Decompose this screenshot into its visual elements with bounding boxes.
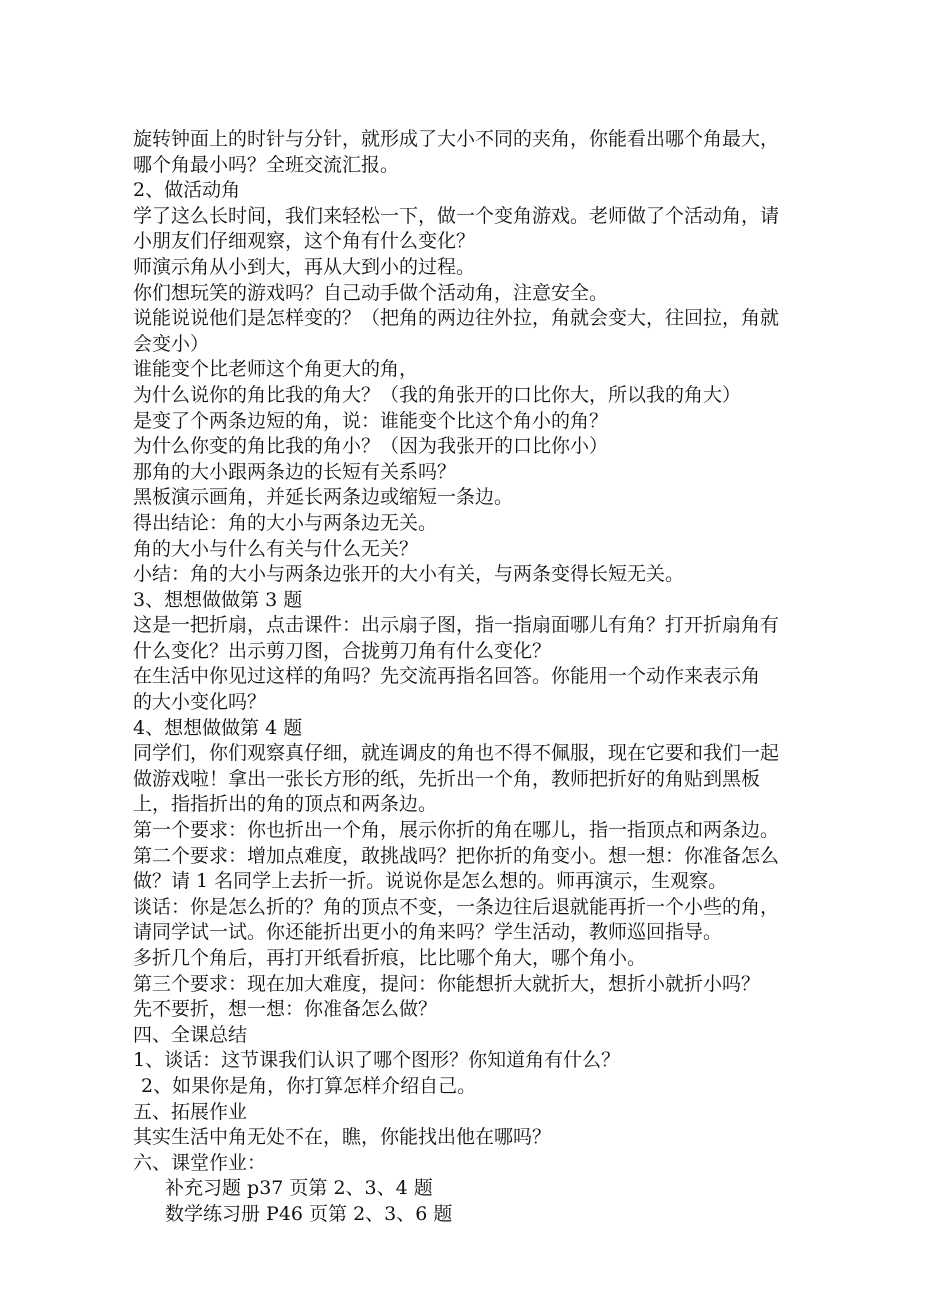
document-line: 角的大小与什么有关与什么无关？ (133, 537, 419, 560)
document-line: 在生活中你见过这样的角吗？先交流再指名回答。你能用一个动作来表示角 (133, 665, 761, 688)
document-line: 2、做活动角 (133, 179, 241, 202)
document-line: 为什么说你的角比我的角大？（我的角张开的口比你大，所以我的角大） (133, 383, 742, 406)
document-line: 其实生活中角无处不在，瞧，你能找出他在哪吗？ (133, 1126, 552, 1149)
document-line: 上，指指折出的角的顶点和两条边。 (133, 793, 438, 816)
document-line: 为什么你变的角比我的角小？（因为我张开的口比你小） (133, 435, 609, 458)
document-line: 请同学试一试。你还能折出更小的角来吗？学生活动，教师巡回指导。 (133, 921, 723, 944)
document-line: 旋转钟面上的时针与分针，就形成了大小不同的夹角，你能看出哪个角最大， (133, 128, 780, 150)
document-line: 3、想想做做第 3 题 (133, 588, 303, 611)
document-line: 黑板演示画角，并延长两条边或缩短一条边。 (133, 486, 514, 509)
document-line: 是变了个两条边短的角，说：谁能变个比这个角小的角？ (133, 409, 609, 432)
document-line: 那角的大小跟两条边的长短有关系吗？ (133, 460, 457, 483)
document-line: 4、想想做做第 4 题 (133, 716, 303, 739)
document-line: 第二个要求：增加点难度，敢挑战吗？把你折的角变小。想一想：你准备怎么 (133, 844, 780, 867)
document-line: 什么变化？出示剪刀图，合拢剪刀角有什么变化？ (133, 639, 552, 662)
document-line: 四、全课总结 (133, 1023, 248, 1046)
document-line: 同学们，你们观察真仔细，就连调皮的角也不得不佩服，现在它要和我们一起 (133, 742, 780, 765)
document-line: 小结：角的大小与两条边张开的大小有关，与两条变得长短无关。 (133, 563, 685, 586)
document-line: 会变小） (133, 332, 210, 355)
document-line: 1、谈话：这节课我们认识了哪个图形？你知道角有什么？ (133, 1049, 621, 1072)
document-line: 的大小变化吗？ (133, 691, 267, 714)
document-line: 第三个要求：现在加大难度，提问：你能想折大就折大，想折小就折小吗？ (133, 972, 761, 995)
document-line: 小朋友们仔细观察，这个角有什么变化？ (133, 230, 476, 253)
document-line: 数学练习册 P46 页第 2、3、6 题 (165, 1202, 453, 1225)
document-line: 2、如果你是角，你打算怎样介绍自己。 (141, 1074, 477, 1097)
document-line: 五、拓展作业 (133, 1100, 248, 1123)
document-line: 先不要折，想一想：你准备怎么做？ (133, 998, 438, 1021)
document-line: 补充习题 p37 页第 2、3、4 题 (165, 1177, 433, 1200)
document-line: 第一个要求：你也折出一个角，展示你折的角在哪儿，指一指顶点和两条边。 (133, 819, 780, 842)
document-line: 你们想玩笑的游戏吗？自己动手做个活动角，注意安全。 (133, 281, 609, 304)
document-line: 得出结论：角的大小与两条边无关。 (133, 511, 438, 534)
document-line: 谁能变个比老师这个角更大的角， (133, 358, 419, 381)
document-line: 这是一把折扇，点击课件：出示扇子图，指一指扇面哪儿有角？打开折扇角有 (133, 614, 780, 637)
document-line: 多折几个角后，再打开纸看折痕，比比哪个角大，哪个角小。 (133, 947, 647, 969)
document-line: 学了这么长时间，我们来轻松一下，做一个变角游戏。老师做了个活动角，请 (133, 204, 780, 227)
document-line: 六、课堂作业： (133, 1151, 267, 1174)
document-line: 谈话：你是怎么折的？角的顶点不变，一条边往后退就能再折一个小些的角， (133, 895, 780, 918)
document-page (133, 127, 859, 1228)
document-line: 师演示角从小到大，再从大到小的过程。 (133, 255, 476, 278)
document-line: 做？请 1 名同学上去折一折。说说你是怎么想的。师再演示，生观察。 (133, 870, 728, 893)
document-line: 哪个角最小吗？全班交流汇报。 (133, 153, 400, 176)
document-line: 说能说说他们是怎样变的？（把角的两边往外拉，角就会变大，往回拉，角就 (133, 307, 780, 330)
document-line: 做游戏啦！拿出一张长方形的纸，先折出一个角，教师把折好的角贴到黑板 (133, 767, 761, 790)
